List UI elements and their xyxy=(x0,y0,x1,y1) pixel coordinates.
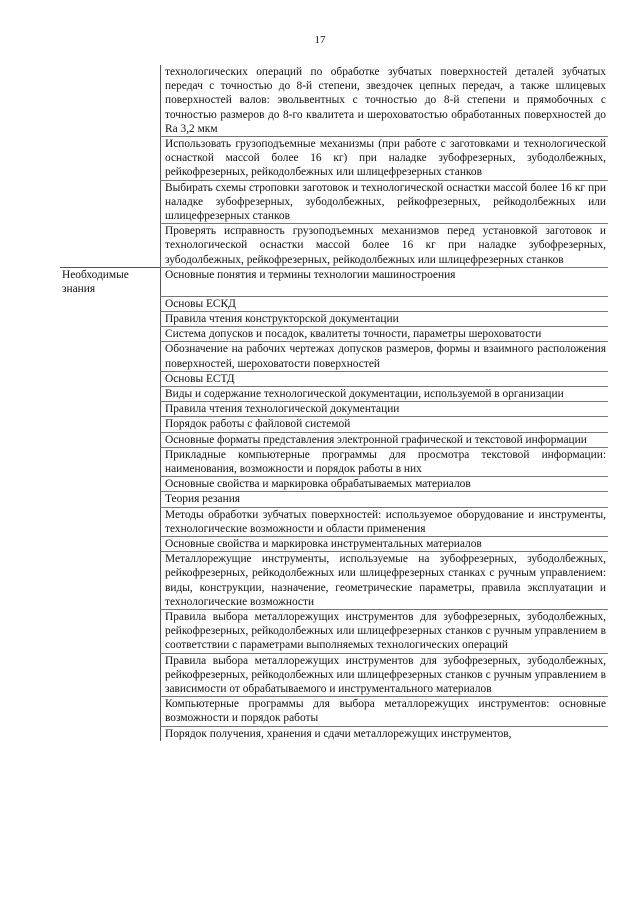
skills-row xyxy=(60,224,608,268)
knowledge-item: Основы ЕСКД xyxy=(161,296,609,311)
knowledge-item: Правила выбора металлорежущих инструментов для зубофрезерных, зубодолбежных, рейкофрезерных, рейкодолбежных или шлицефрезерных станков с ручным управлением в соответствии с параметрами выполняемых технологических операций xyxy=(161,610,609,654)
knowledge-row xyxy=(60,697,608,726)
knowledge-item: Порядок работы с файловой системой xyxy=(161,417,609,432)
section-label-empty xyxy=(60,537,161,552)
knowledge-row xyxy=(60,610,608,654)
knowledge-row xyxy=(60,342,608,371)
section-label-empty xyxy=(60,137,161,181)
section-label-empty xyxy=(60,224,161,268)
knowledge-item: Основы ЕСТД xyxy=(161,371,609,386)
knowledge-item: Правила чтения конструкторской документации xyxy=(161,311,609,326)
knowledge-item: Порядок получения, хранения и сдачи металлорежущих инструментов, xyxy=(161,726,609,741)
section-label-empty xyxy=(60,417,161,432)
section-label-empty xyxy=(60,477,161,492)
knowledge-item: Виды и содержание технологической документации, используемой в организации xyxy=(161,386,609,401)
knowledge-row xyxy=(60,267,608,296)
knowledge-row xyxy=(60,477,608,492)
skills-row xyxy=(60,137,608,181)
knowledge-row xyxy=(60,507,608,536)
page-number: 17 xyxy=(314,34,326,46)
knowledge-item: Основные свойства и маркировка обрабатываемых материалов xyxy=(161,477,609,492)
section-label-empty xyxy=(60,507,161,536)
section-label-empty xyxy=(60,402,161,417)
section-label-empty xyxy=(60,432,161,447)
knowledge-row xyxy=(60,726,608,741)
skills-row xyxy=(60,65,608,137)
knowledge-row xyxy=(60,371,608,386)
section-label-empty xyxy=(60,180,161,224)
knowledge-item: Правила чтения технологической документации xyxy=(161,402,609,417)
knowledge-row xyxy=(60,311,608,326)
section-label-empty xyxy=(60,342,161,371)
section-label-empty xyxy=(60,311,161,326)
knowledge-item: Компьютерные программы для выбора металлорежущих инструментов: основные возможности и порядок работы xyxy=(161,697,609,726)
section-label-empty xyxy=(60,610,161,654)
knowledge-item: Основные свойства и маркировка инструментальных материалов xyxy=(161,537,609,552)
knowledge-row xyxy=(60,552,608,610)
section-label-empty xyxy=(60,296,161,311)
knowledge-item: Металлорежущие инструменты, используемые на зубофрезерных, зубодолбежных, рейкофрезерных, рейкодолбежных или шлицефрезерных станках с ручным управлением: виды, конструкции, назначение, геометрические параметры, правила эксплуатации и технологические возможности xyxy=(161,552,609,610)
section-label-empty xyxy=(60,492,161,507)
skills-item: технологических операций по обработке зубчатых поверхностей деталей зубчатых передач с точностью до 8-й степени, звездочек цепных передач, а также шлицевых поверхностей валов: эвольвентных с точностью до 8-й степени и прямобочных с точностью размеров до 8-го квалитета и шероховатостью обработанных поверхностей до Ra 3,2 мкм xyxy=(161,65,609,137)
skills-item: Использовать грузоподъемные механизмы (при работе с заготовками и технологической оснасткой массой более 16 кг) при наладке зубофрезерных, зубодолбежных, рейкофрезерных, рейкодолбежных или шлицефрезерных станков xyxy=(161,137,609,181)
knowledge-row xyxy=(60,296,608,311)
section-label-empty xyxy=(60,552,161,610)
knowledge-row xyxy=(60,653,608,697)
knowledge-item: Основные понятия и термины технологии машиностроения xyxy=(161,267,609,296)
knowledge-row xyxy=(60,402,608,417)
skills-item: Выбирать схемы строповки заготовок и технологической оснастки массой более 16 кг при наладке зубофрезерных, зубодолбежных, рейкофрезерных, рейкодолбежных или шлицефрезерных станков xyxy=(161,180,609,224)
knowledge-item: Обозначение на рабочих чертежах допусков размеров, формы и взаимного расположения поверхностей, шероховатости поверхностей xyxy=(161,342,609,371)
knowledge-row xyxy=(60,432,608,447)
knowledge-item: Методы обработки зубчатых поверхностей: используемое оборудование и инструменты, технологические возможности и области применения xyxy=(161,507,609,536)
knowledge-row xyxy=(60,327,608,342)
section-label-empty xyxy=(60,726,161,741)
knowledge-row xyxy=(60,386,608,401)
knowledge-row xyxy=(60,537,608,552)
section-label-empty xyxy=(60,653,161,697)
knowledge-item: Основные форматы представления электронной графической и текстовой информации xyxy=(161,432,609,447)
requirements-table xyxy=(60,65,608,741)
section-label-empty xyxy=(60,386,161,401)
knowledge-item: Теория резания xyxy=(161,492,609,507)
section-label-empty xyxy=(60,65,161,137)
section-label-empty xyxy=(60,327,161,342)
section-label-empty xyxy=(60,371,161,386)
knowledge-row xyxy=(60,447,608,476)
section-label-empty xyxy=(60,447,161,476)
skills-row xyxy=(60,180,608,224)
skills-item: Проверять исправность грузоподъемных механизмов перед установкой заготовок и технологической оснастки массой более 16 кг при наладке зубофрезерных, зубодолбежных, рейкофрезерных, рейкодолбежных или шлицефрезерных станков xyxy=(161,224,609,268)
knowledge-row xyxy=(60,492,608,507)
section-label: Необходимые знания xyxy=(60,267,161,296)
knowledge-item: Прикладные компьютерные программы для просмотра текстовой информации: наименования, возможности и порядок работы в них xyxy=(161,447,609,476)
knowledge-item: Правила выбора металлорежущих инструментов для зубофрезерных, зубодолбежных, рейкофрезерных, рейкодолбежных или шлицефрезерных станков с ручным управлением в зависимости от обрабатываемого и инструментального материалов xyxy=(161,653,609,697)
section-label-empty xyxy=(60,697,161,726)
knowledge-row xyxy=(60,417,608,432)
knowledge-item: Система допусков и посадок, квалитеты точности, параметры шероховатости xyxy=(161,327,609,342)
